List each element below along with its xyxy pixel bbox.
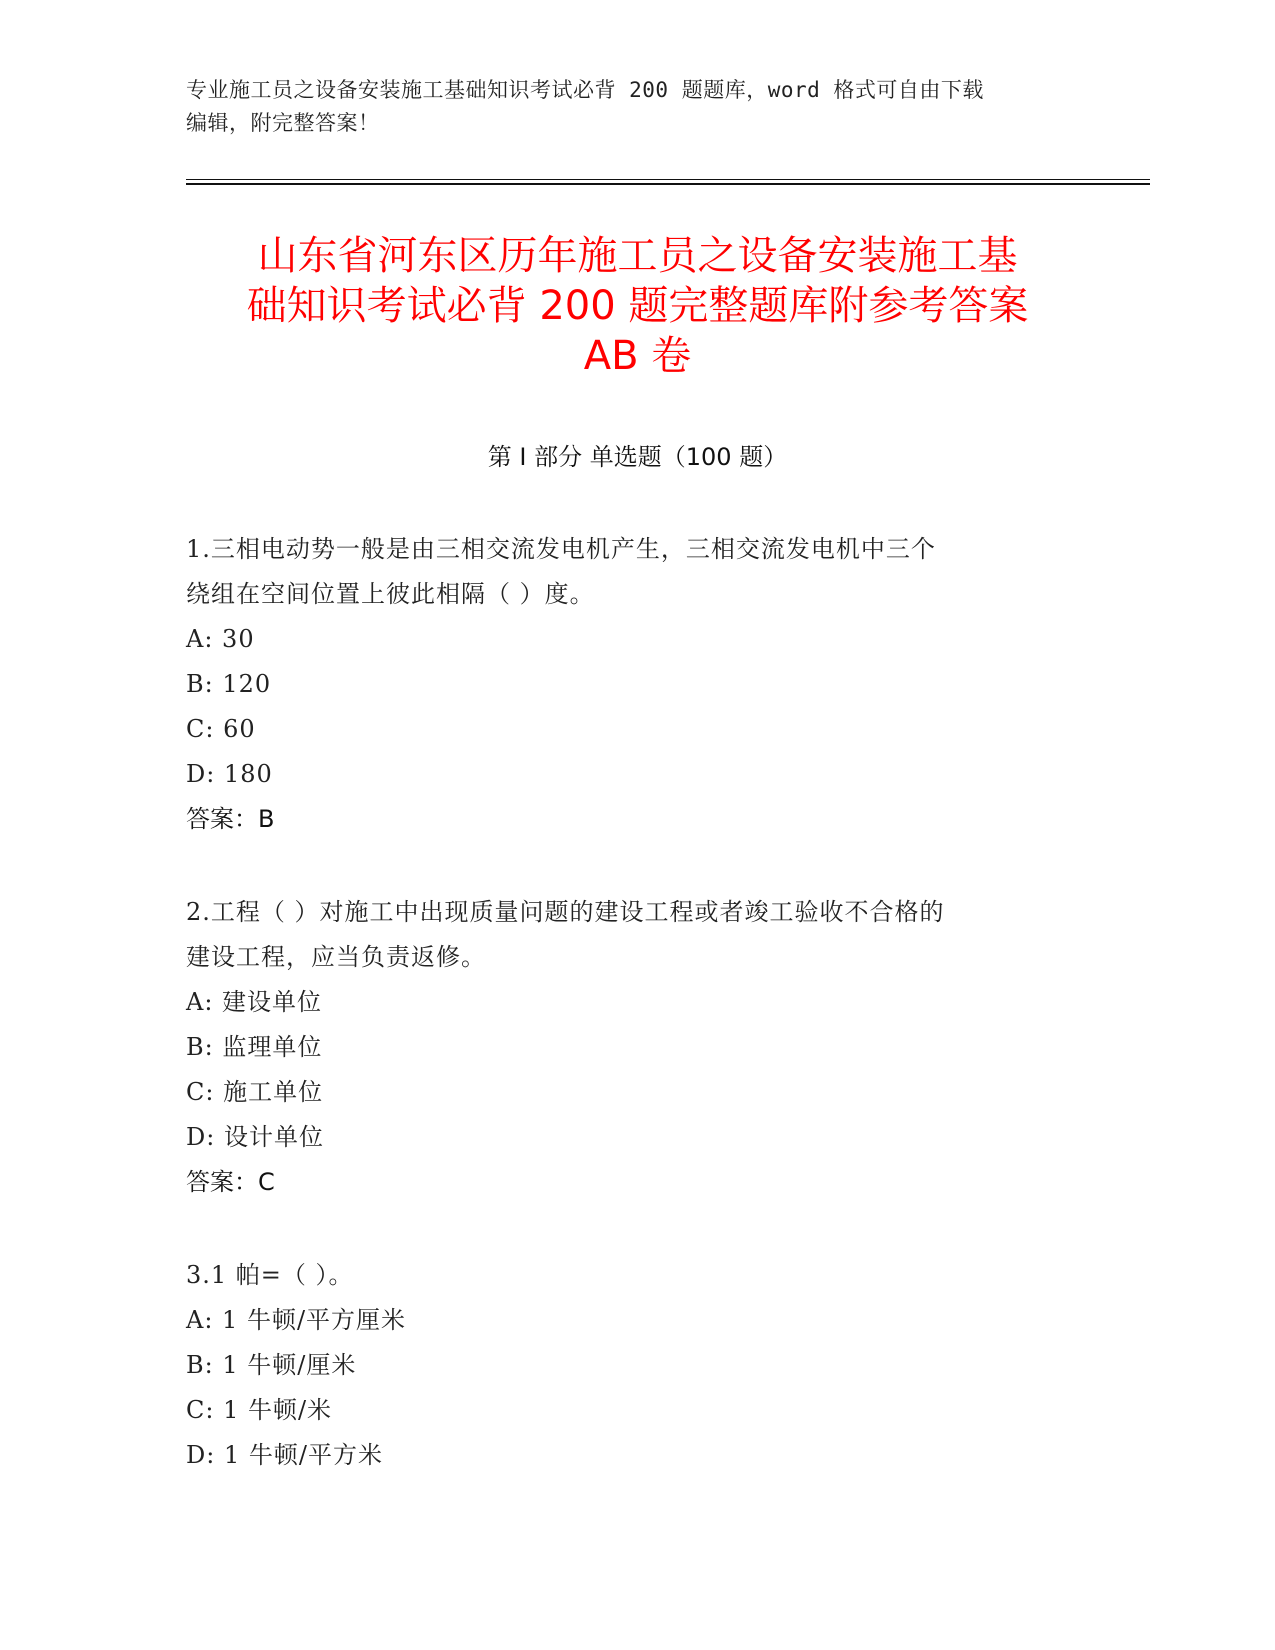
question-2 <box>186 890 1086 1205</box>
option-c: C: 60 <box>186 715 256 743</box>
option-b: B: 1 牛顿/厘米 <box>186 1351 357 1379</box>
document-title <box>150 231 1125 381</box>
section-heading: 第 I 部分 单选题（100 题） <box>487 443 788 471</box>
question-stem <box>186 1253 1086 1298</box>
title-line-1: 山东省河东区历年施工员之设备安装施工基 <box>257 233 1018 279</box>
question-stem-line-1: 1.三相电动势一般是由三相交流发电机产生，三相交流发电机中三个 <box>186 535 936 563</box>
option-c: C: 施工单位 <box>186 1078 324 1106</box>
question-stem <box>186 527 1086 617</box>
question-stem <box>186 890 1086 980</box>
question-stem-line-1: 2.工程（ ）对施工中出现质量问题的建设工程或者竣工验收不合格的 <box>186 898 945 926</box>
question-stem-line-1: 3.1 帕=（ ）。 <box>186 1261 354 1289</box>
option-c: C: 1 牛顿/米 <box>186 1396 333 1424</box>
option-d: D: 设计单位 <box>186 1123 324 1151</box>
option-d: D: 1 牛顿/平方米 <box>186 1441 383 1469</box>
option-d: D: 180 <box>186 760 273 788</box>
header-divider-thick <box>186 183 1150 185</box>
option-a: A: 30 <box>186 625 255 653</box>
option-a: A: 建设单位 <box>186 988 323 1016</box>
option-b: B: 监理单位 <box>186 1033 323 1061</box>
option-b: B: 120 <box>186 670 272 698</box>
title-line-3: AB 卷 <box>583 333 692 379</box>
question-stem-line-2: 建设工程，应当负责返修。 <box>186 943 486 971</box>
title-line-2: 础知识考试必背 200 题完整题库附参考答案 <box>246 283 1029 329</box>
header-note-line-1: 专业施工员之设备安装施工基础知识考试必背 200 题题库，word 格式可自由下载 <box>186 78 984 102</box>
question-stem-line-2: 绕组在空间位置上彼此相隔（ ）度。 <box>186 580 595 608</box>
header-note <box>186 74 1066 140</box>
answer: 答案：C <box>186 1168 275 1196</box>
question-1 <box>186 527 1086 842</box>
header-note-line-2: 编辑，附完整答案！ <box>186 111 380 135</box>
header-divider-thin <box>186 179 1150 180</box>
answer: 答案：B <box>186 805 275 833</box>
option-a: A: 1 牛顿/平方厘米 <box>186 1306 407 1334</box>
question-3 <box>186 1253 1086 1478</box>
